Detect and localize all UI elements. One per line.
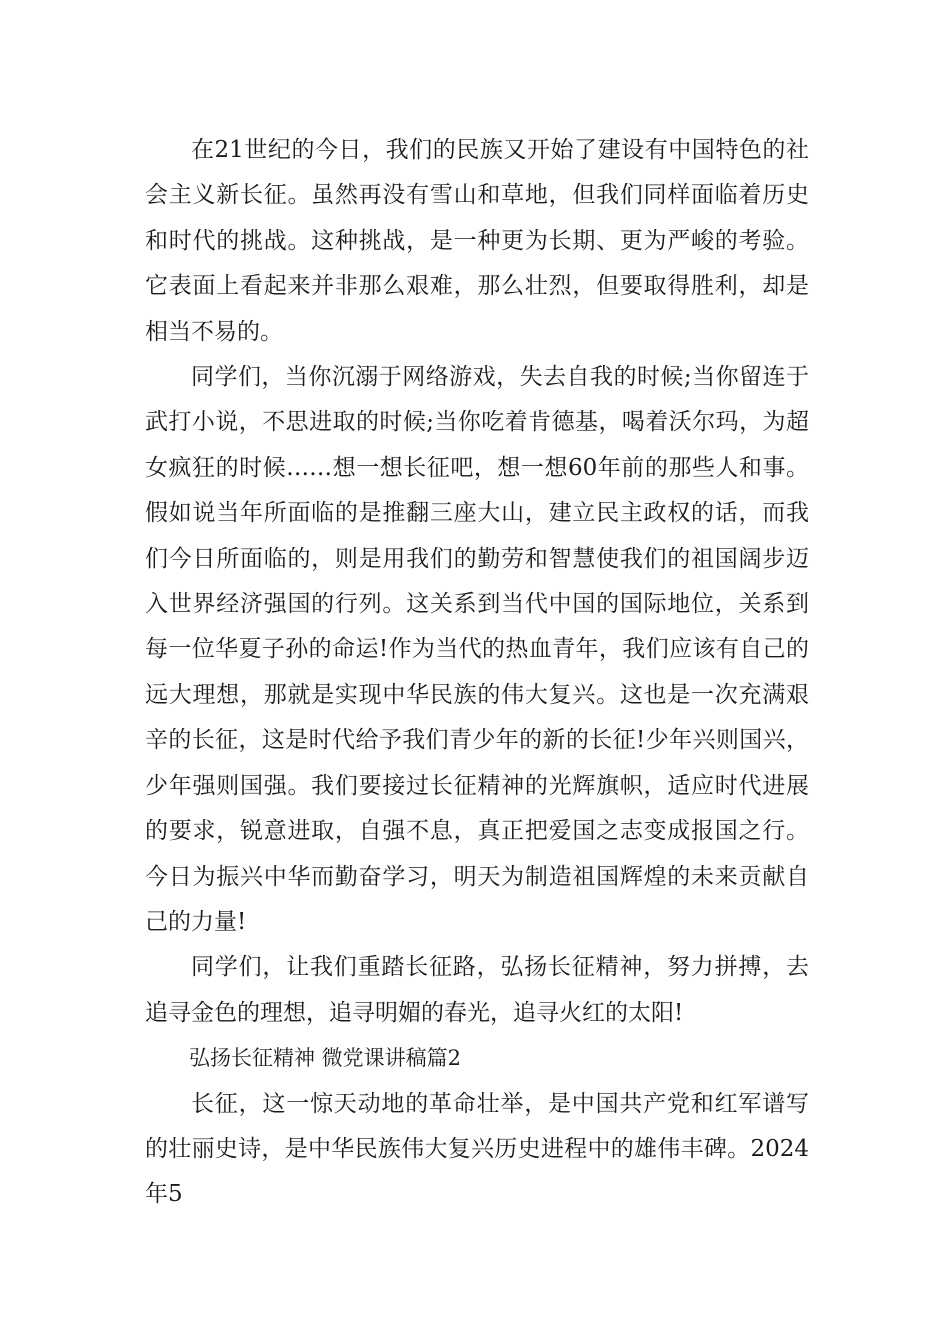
- paragraph-1: 在21世纪的今日，我们的民族又开始了建设有中国特色的社会主义新长征。虽然再没有雪山和草地，但我们同样面临着历史和时代的挑战。这种挑战，是一种更为长期、更为严峻的考验。它表面上看起来并非那么艰难，那么壮烈，但要取得胜利，却是相当不易的。: [145, 137, 809, 345]
- paragraph-2: 同学们，当你沉溺于网络游戏，失去自我的时候;当你留连于武打小说，不思进取的时候;当你吃着肯德基，喝着沃尔玛，为超女疯狂的时候……想一想长征吧，想一想60年前的那些人和事。假如说当年所面临的是推翻三座大山，建立民主政权的话，而我们今日所面临的，则是用我们的勤劳和智慧使我们的祖国阔步迈入世界经济强国的行列。这关系到当代中国的国际地位，关系到每一位华夏子孙的命运!作为当代的热血青年，我们应该有自己的远大理想，那就是实现中华民族的伟大复兴。这也是一次充满艰辛的长征，这是时代给予我们青少年的新的长征!少年兴则国兴，少年强则国强。我们要接过长征精神的光辉旗帜，适应时代进展的要求，锐意进取，自强不息，真正把爱国之志变成报国之行。今日为振兴中华而勤奋学习，明天为制造祖国辉煌的未来贡献自己的力量!: [145, 364, 809, 935]
- paragraph-4: 长征，这一惊天动地的革命壮举，是中国共产党和红军谱写的壮丽史诗，是中华民族伟大复兴历史进程中的雄伟丰碑。2024年5: [145, 1090, 809, 1208]
- body-text: [145, 128, 809, 1218]
- paragraph-3: 同学们，让我们重踏长征路，弘扬长征精神，努力拼搏，去追寻金色的理想，追寻明媚的春光，追寻火红的太阳!: [145, 954, 809, 1026]
- section-heading: 弘扬长征精神 微党课讲稿篇2: [189, 1046, 462, 1071]
